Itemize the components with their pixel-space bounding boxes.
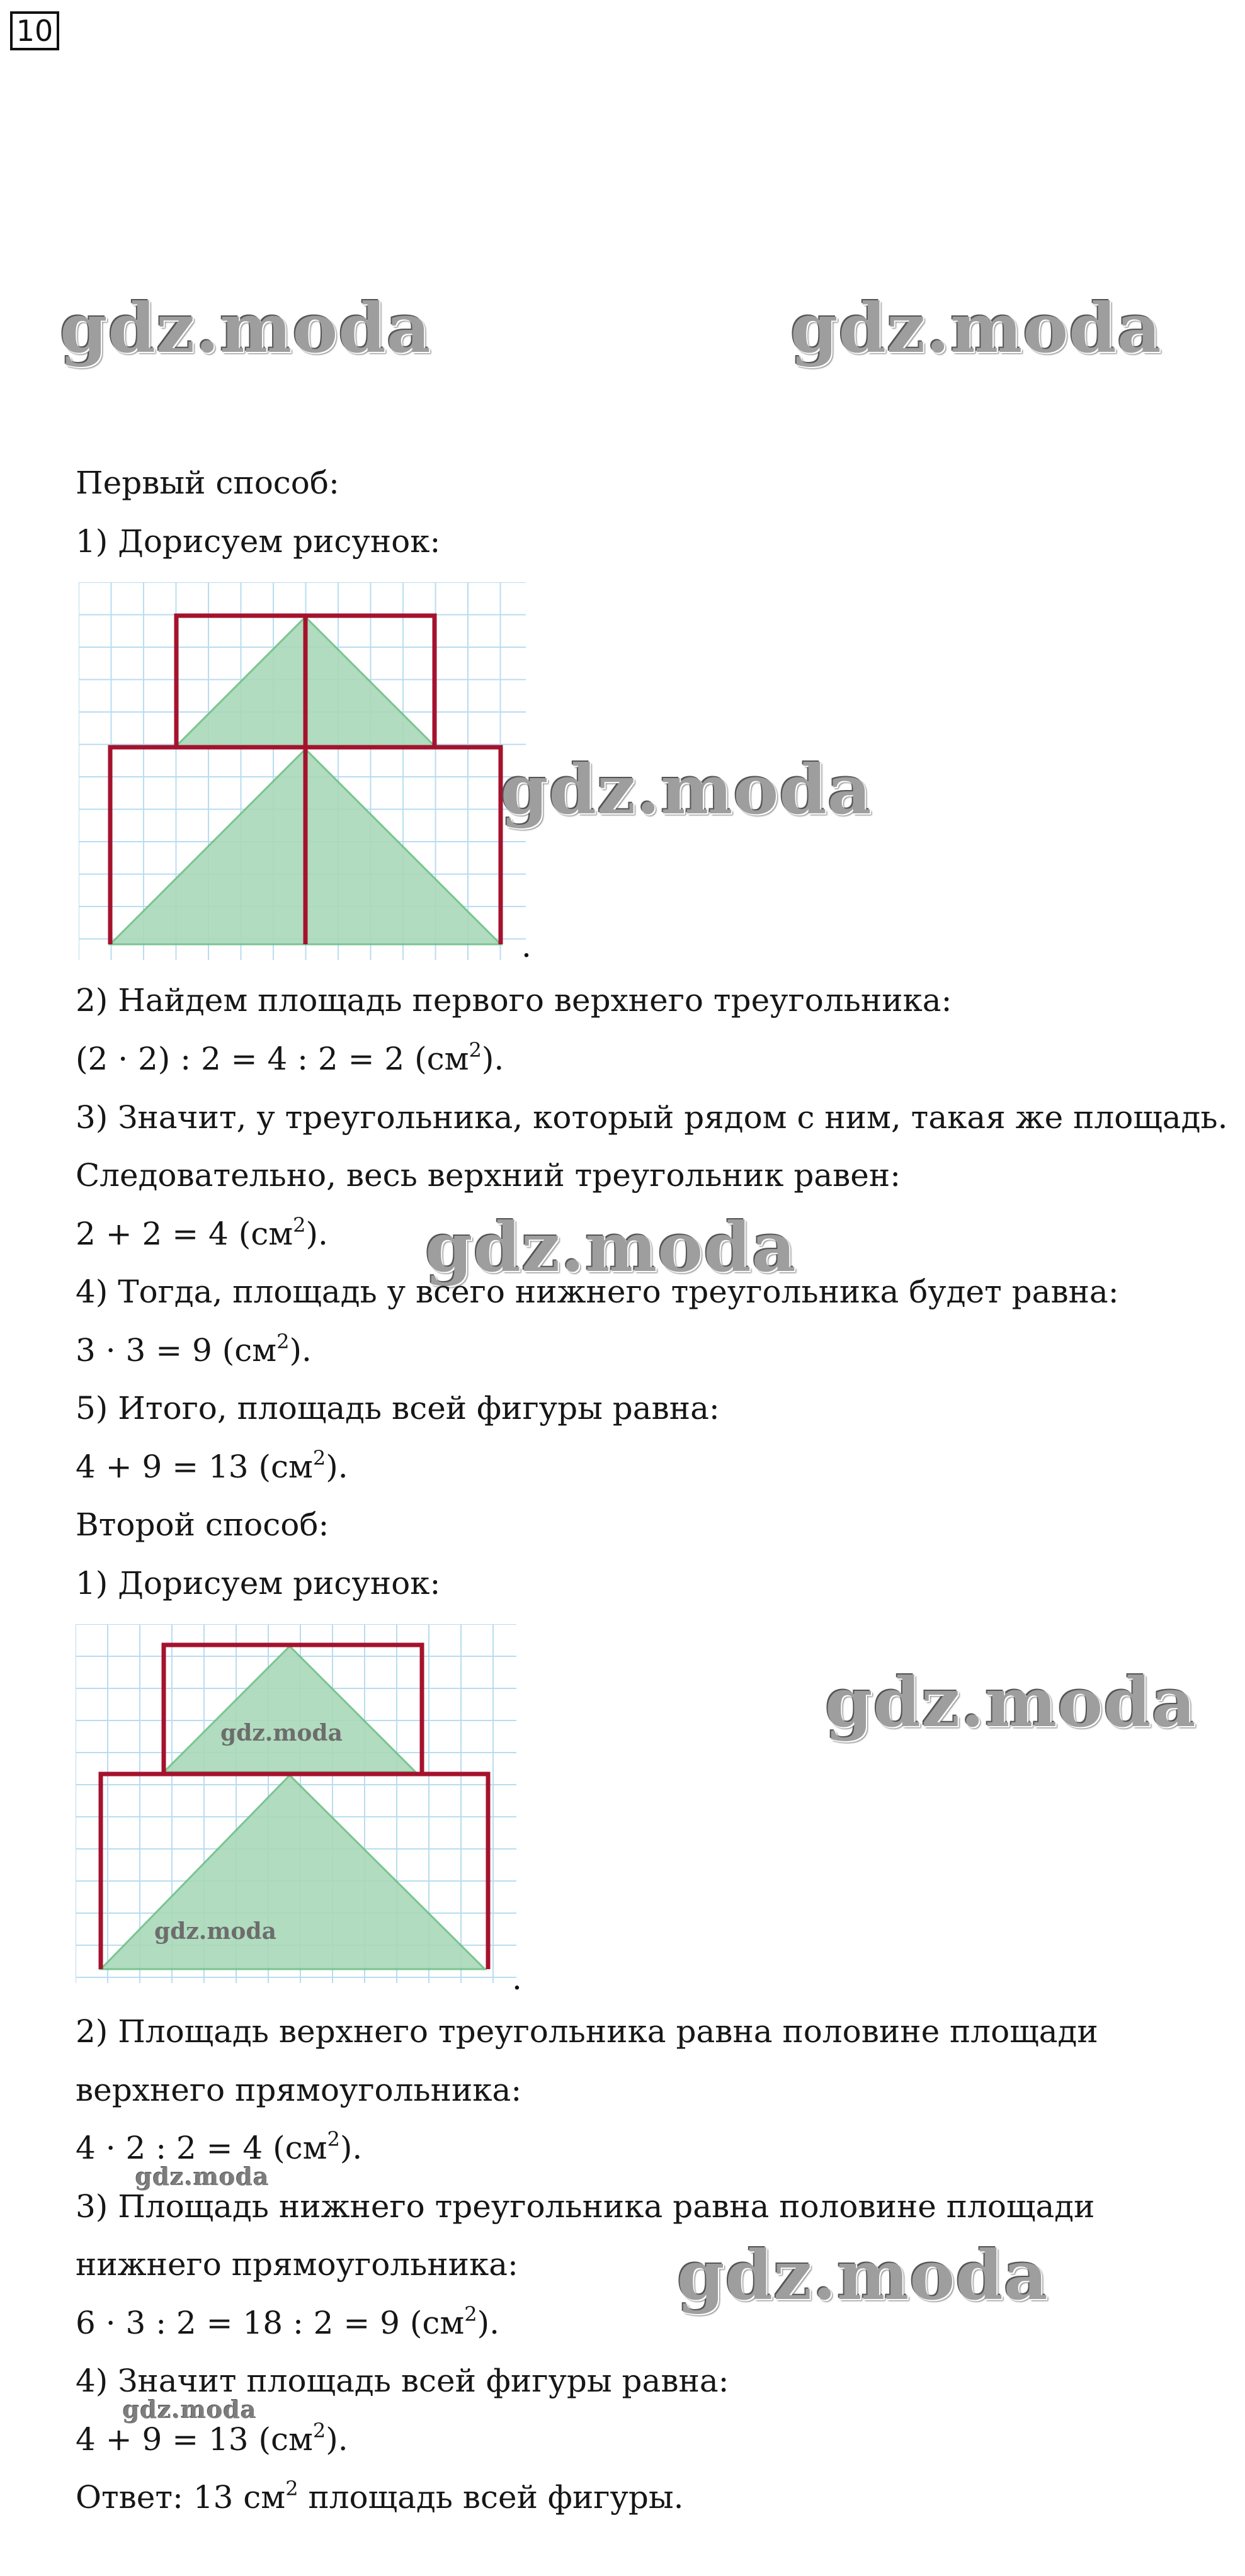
method2-step4-equation: 4 + 9 = 13 $(см^2)$. bbox=[76, 2419, 348, 2458]
method2-step2b: верхнего прямоугольника: bbox=[76, 2072, 522, 2108]
method2-title: Второй способ: bbox=[76, 1506, 329, 1543]
figure-method2 bbox=[76, 1624, 516, 1983]
method2-step3a: 3) Площадь нижнего треугольника равна половине площади bbox=[76, 2188, 1095, 2225]
method1-step4: 4) Тогда, площадь у всего нижнего треугольника будет равна: bbox=[76, 1274, 1119, 1310]
method2-step3-equation: 6 · 3 : 2 = 18 : 2 = 9 $(см^2)$. bbox=[76, 2302, 500, 2341]
method1-step4-equation: 3 · 3 = 9 $(см^2)$. bbox=[76, 1330, 312, 1369]
period: . bbox=[521, 928, 532, 964]
watermark: gdz.moda bbox=[220, 1720, 343, 1746]
method2-step4: 4) Значит площадь всей фигуры равна: bbox=[76, 2363, 729, 2399]
watermark: gdz.moda bbox=[123, 2395, 257, 2424]
method1-step5-equation: 4 + 9 = 13 $(см^2)$. bbox=[76, 1446, 348, 1485]
watermark: gdz.moda bbox=[60, 289, 431, 368]
method2-step3b: нижнего прямоугольника: bbox=[76, 2246, 518, 2283]
method2-step1: 1) Дорисуем рисунок: bbox=[76, 1565, 441, 1602]
method1-step5: 5) Итого, площадь всей фигуры равна: bbox=[76, 1390, 720, 1426]
watermark: gdz.moda bbox=[790, 289, 1162, 368]
figure-method1 bbox=[79, 582, 526, 960]
task-number: 10 bbox=[10, 11, 59, 50]
method2-step2-equation: 4 · 2 : 2 = 4 $(см^2)$. bbox=[76, 2127, 363, 2166]
method1-step2: 2) Найдем площадь первого верхнего треугольника: bbox=[76, 982, 952, 1019]
answer: Ответ: 13 $см^2$ площадь всей фигуры. bbox=[76, 2477, 684, 2516]
watermark: gdz.moda bbox=[154, 1918, 276, 1945]
method1-step2-equation: (2 · 2) : 2 = 4 : 2 = 2 $(см^2)$. bbox=[76, 1038, 504, 1077]
method1-step3-equation: 2 + 2 = 4 $(см^2)$. bbox=[76, 1213, 328, 1252]
watermark: gdz.moda bbox=[825, 1663, 1197, 1743]
method1-title: Первый способ: bbox=[76, 465, 339, 501]
method1-step3: 3) Значит, у треугольника, который рядом с ним, такая же площадь. bbox=[76, 1099, 1228, 1136]
watermark: gdz.moda bbox=[501, 750, 872, 830]
period: . bbox=[512, 1960, 522, 1997]
watermark: gdz.moda bbox=[677, 2236, 1049, 2315]
watermark: gdz.moda bbox=[135, 2162, 270, 2191]
watermark: gdz.moda bbox=[425, 1208, 797, 1287]
method1-step1: 1) Дорисуем рисунок: bbox=[76, 523, 441, 560]
method1-step3b: Следовательно, весь верхний треугольник равен: bbox=[76, 1157, 901, 1194]
method2-step2a: 2) Площадь верхнего треугольника равна половине площади bbox=[76, 2013, 1098, 2050]
